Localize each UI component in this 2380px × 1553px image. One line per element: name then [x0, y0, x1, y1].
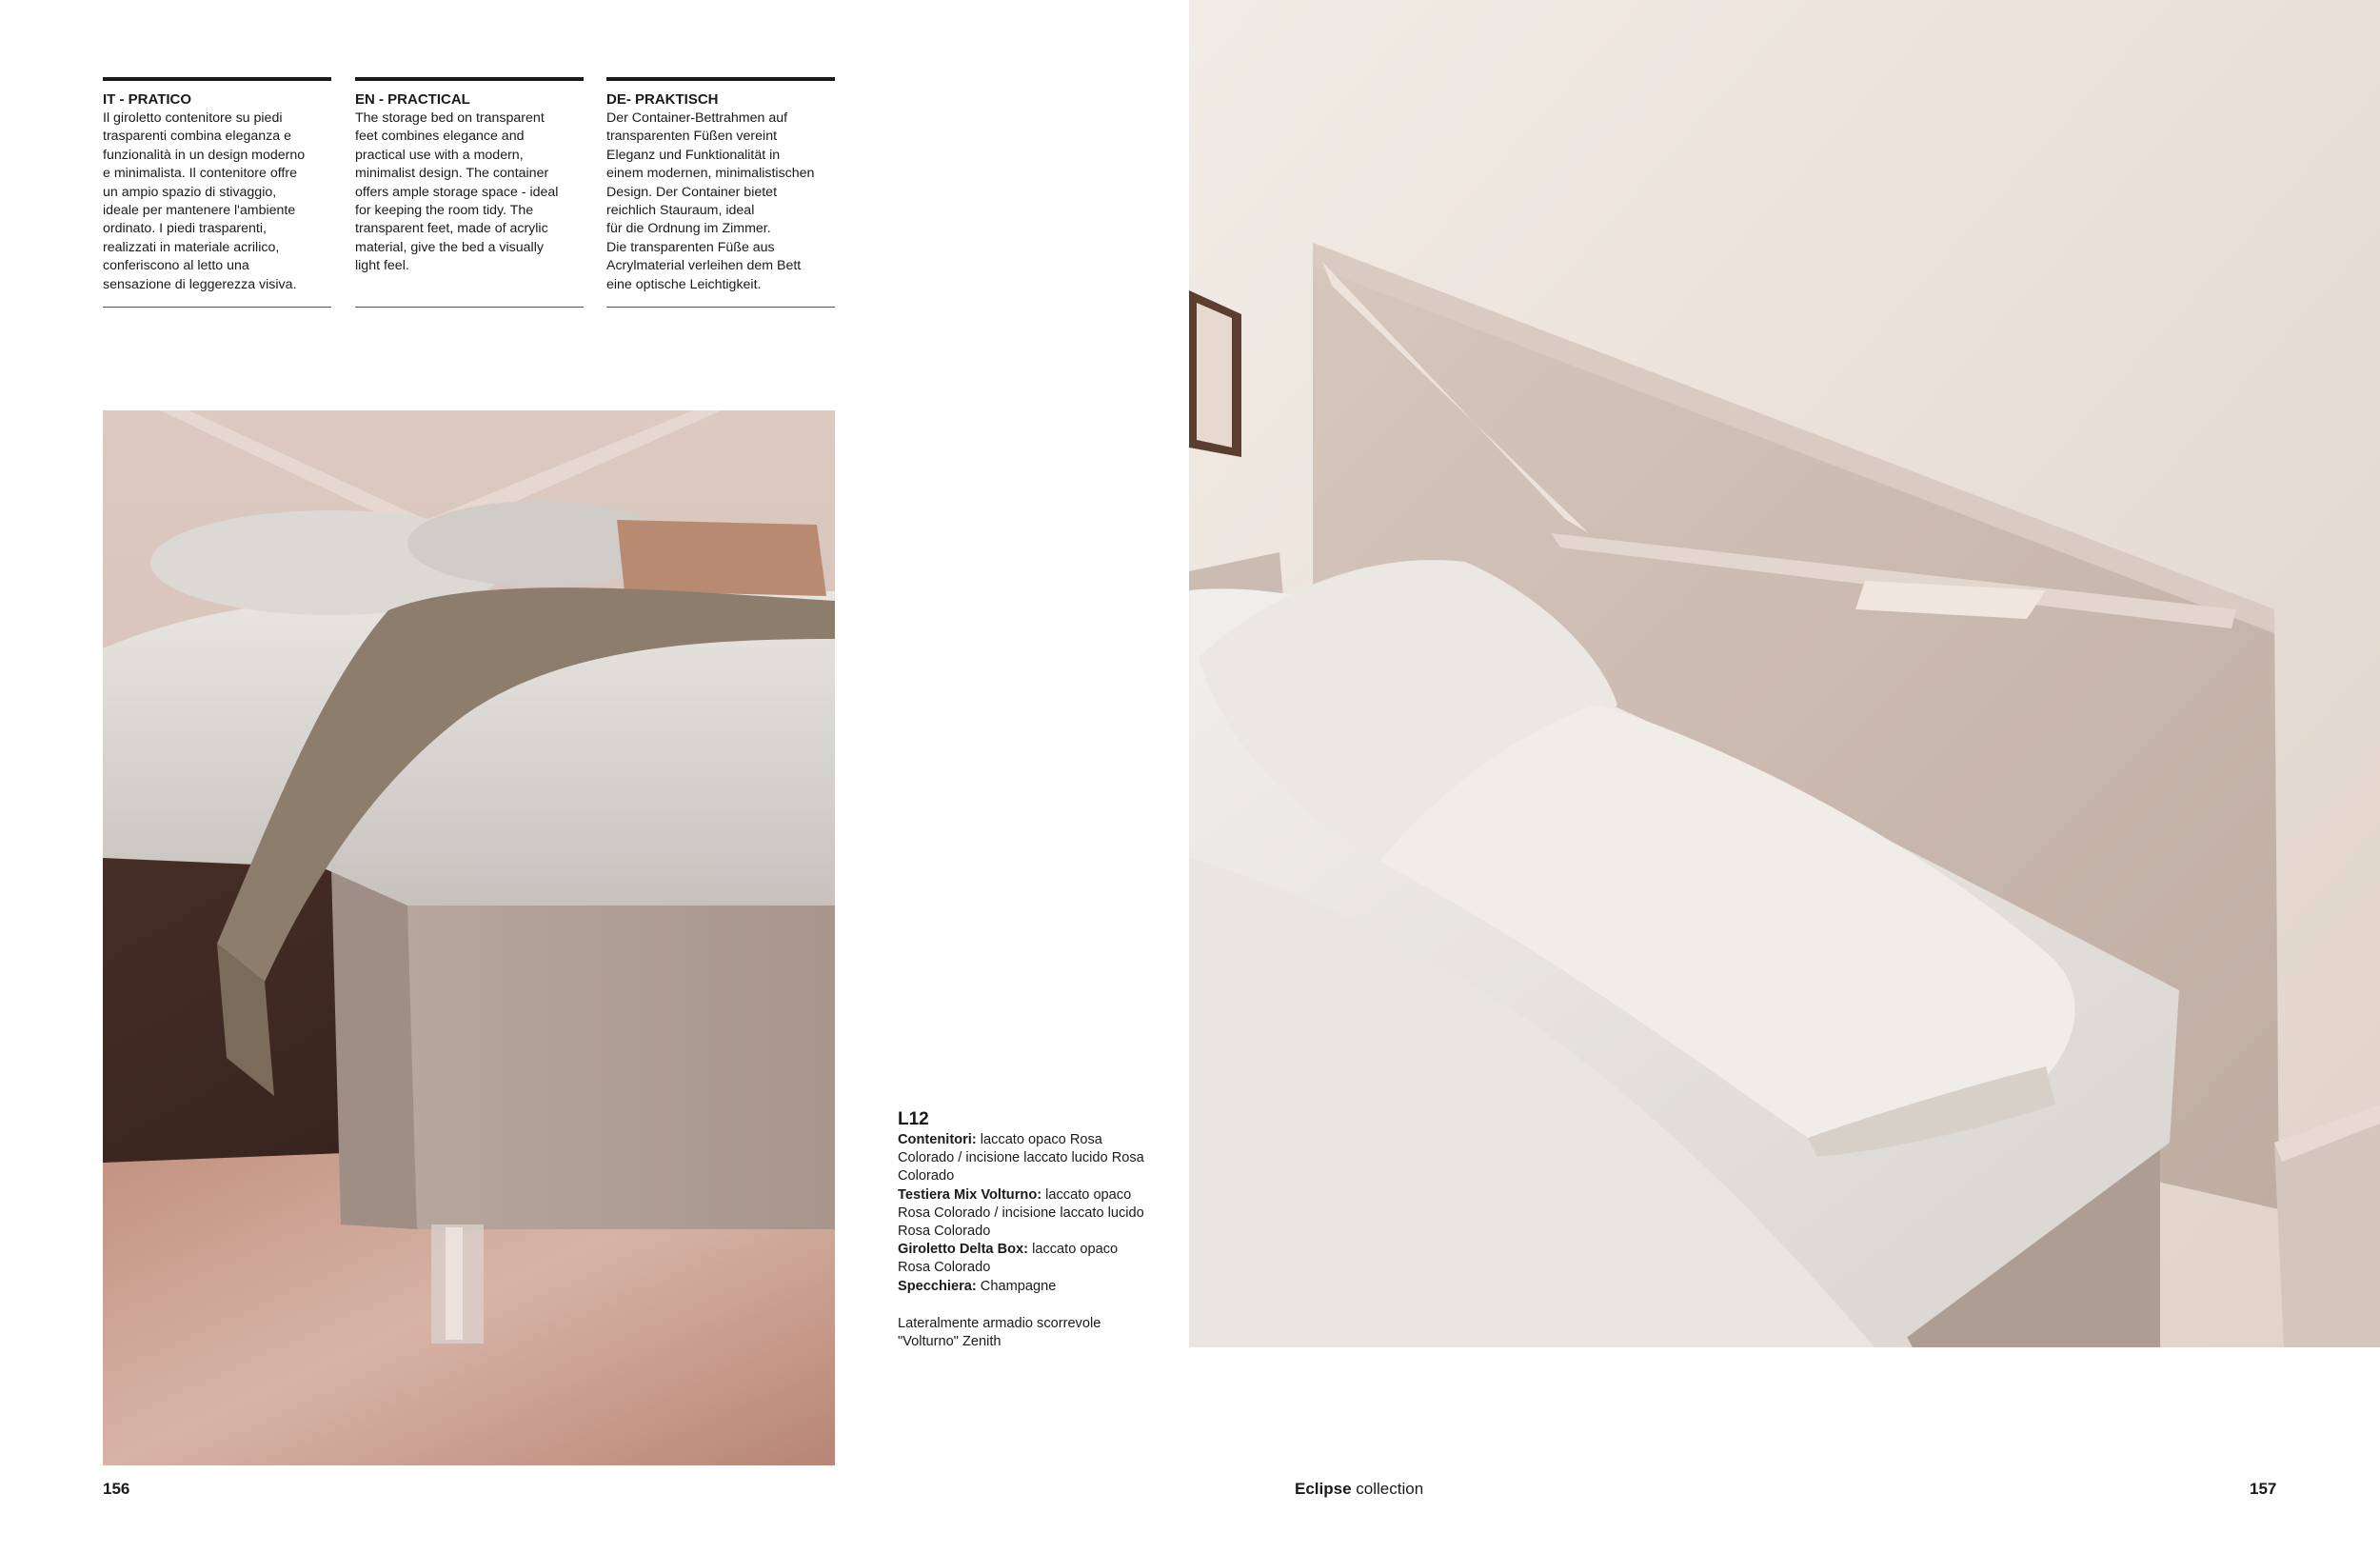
intro-title-it: IT - PRATICO	[103, 91, 192, 108]
page-number-right: 157	[2250, 1480, 2277, 1498]
spec-item	[898, 1241, 1145, 1277]
spec-value: laccato opaco Rosa Colorado / incisione laccato lucido Rosa Colorado	[898, 1132, 1144, 1185]
spec-item	[898, 1278, 1145, 1296]
spec-item	[898, 1131, 1145, 1186]
intro-column-de	[606, 77, 835, 294]
intro-body-en: The storage bed on transparent feet combines elegance and practical use with a modern, minimalist design. The container offers ample storage space - ideal for keeping the room tidy. The transparent feet, made of acrylic material, give the bed a visually light feel.	[355, 110, 559, 274]
bed-detail-photo	[103, 410, 835, 1465]
column-divider	[355, 307, 584, 308]
intro-column-en	[355, 77, 584, 276]
spec-label: Specchiera:	[898, 1278, 977, 1294]
spec-item	[898, 1186, 1145, 1242]
spec-label: Testiera Mix Volturno:	[898, 1186, 1042, 1203]
product-code: L12	[898, 1109, 929, 1129]
intro-title-de: DE- PRAKTISCH	[606, 91, 719, 108]
spec-note: Lateralmente armadio scorrevole "Volturno" Zenith	[898, 1315, 1101, 1350]
spec-label: Contenitori:	[898, 1132, 977, 1147]
collection-label	[1295, 1480, 1423, 1499]
page-number-left: 156	[103, 1480, 130, 1498]
product-spec	[898, 1108, 1145, 1351]
spec-value: Champagne	[976, 1278, 1057, 1294]
spec-label: Giroletto Delta Box:	[898, 1242, 1029, 1258]
intro-column-it	[103, 77, 331, 294]
collection-brand: Eclipse	[1295, 1480, 1352, 1498]
intro-title-en: EN - PRACTICAL	[355, 91, 470, 108]
column-divider	[606, 307, 835, 308]
spec-value: laccato opaco Rosa Colorado	[898, 1242, 1119, 1276]
intro-body-de: Der Container-Bettrahmen auf transparenten Füßen vereint Eleganz und Funktionalität in einem modernen, minimalistischen Design. Der Container bietet reichlich Stauraum, ideal für die Ordnung im Zimmer. Die transparenten Füße aus Acrylmaterial verleihen dem Bett eine optische Leichtigkeit.	[606, 110, 815, 292]
headboard-photo	[1189, 0, 2380, 1347]
collection-word: collection	[1356, 1480, 1424, 1498]
intro-body-it: Il giroletto contenitore su piedi trasparenti combina eleganza e funzionalità in un design moderno e minimalista. Il contenitore offre un ampio spazio di stivaggio, ideale per mantenere l'ambiente ordinato. I piedi trasparenti, realizzati in materiale acrilico, conferiscono al letto una sensazione di leggerezza visiva.	[103, 110, 306, 292]
column-divider	[103, 307, 331, 308]
spec-value: laccato opaco Rosa Colorado / incisione laccato lucido Rosa Colorado	[898, 1186, 1144, 1240]
